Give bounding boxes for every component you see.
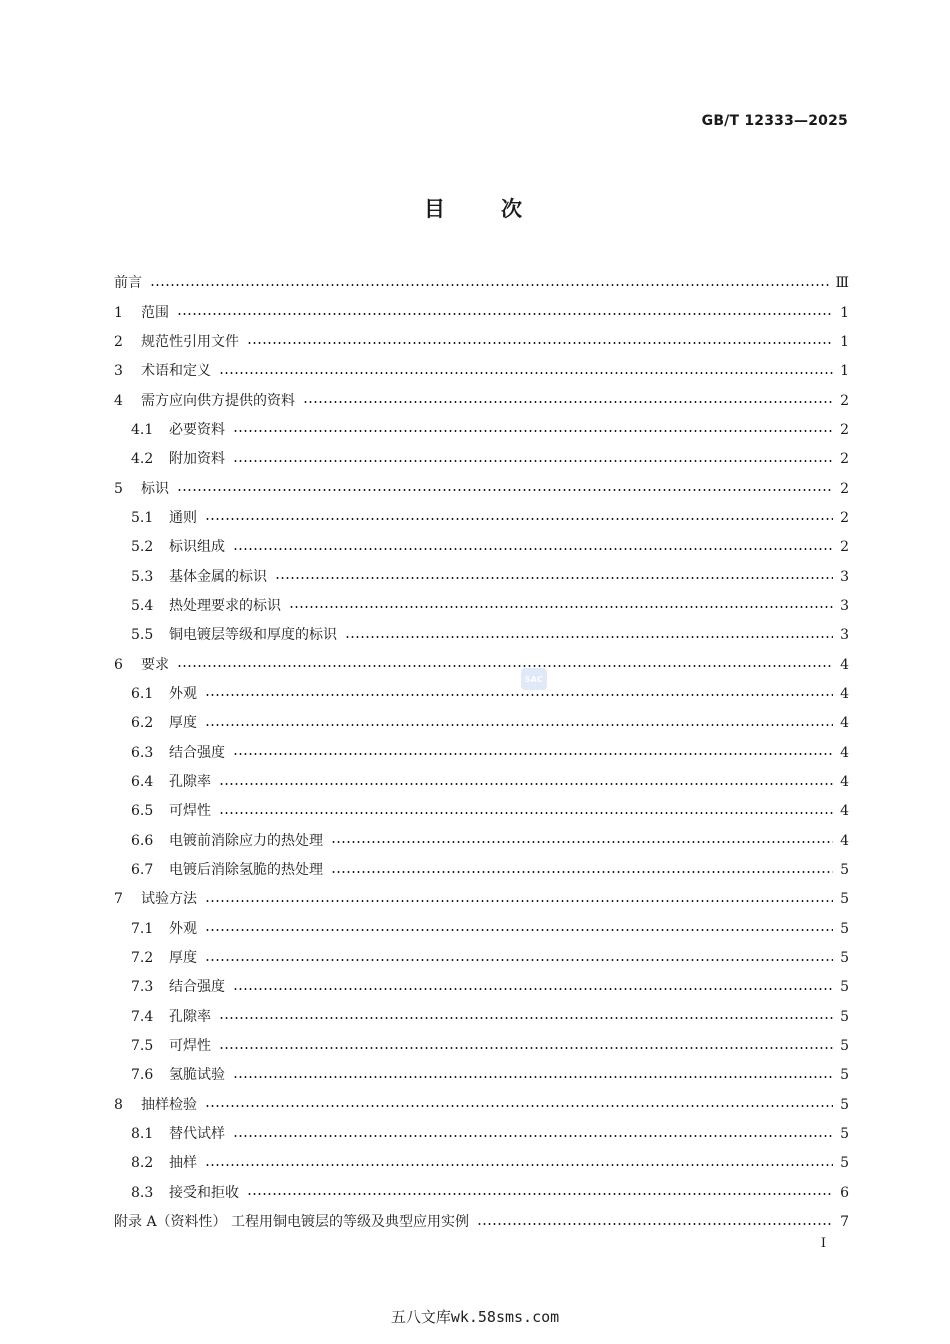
- toc-dot-leader: [219, 783, 833, 785]
- toc-entry-title: 规范性引用文件: [141, 333, 239, 350]
- toc-dot-leader: [205, 1105, 833, 1107]
- toc-entry-page: 2: [840, 451, 849, 468]
- toc-entry[interactable]: [114, 533, 849, 562]
- toc-entry-number: 5: [114, 480, 123, 497]
- toc-entry[interactable]: [114, 621, 849, 650]
- toc-dot-leader: [303, 401, 833, 403]
- toc-entry[interactable]: [114, 1061, 849, 1090]
- toc-entry-page: 5: [840, 1067, 849, 1084]
- toc-dot-leader: [177, 665, 833, 667]
- toc-entry-title: 厚度: [169, 715, 197, 732]
- toc-dot-leader: [247, 1193, 833, 1195]
- toc-entry-title: 结合强度: [169, 979, 225, 996]
- toc-entry-page: 4: [840, 774, 849, 791]
- toc-entry-title: 替代试样: [169, 1126, 225, 1143]
- toc-entry-number: 7.2: [131, 950, 154, 967]
- toc-entry-page: 2: [840, 392, 849, 409]
- toc-dot-leader: [205, 724, 833, 726]
- page-number: Ⅰ: [820, 1236, 826, 1251]
- toc-dot-leader: [247, 342, 833, 344]
- toc-entry-page: 5: [840, 891, 849, 908]
- toc-entry-page: 4: [840, 715, 849, 732]
- toc-entry-page: 5: [840, 1008, 849, 1025]
- toc-entry-title: 电镀前消除应力的热处理: [169, 832, 323, 849]
- toc-entry-number: 8: [114, 1096, 123, 1113]
- toc-entry-number: 2: [114, 333, 123, 350]
- sac-logo-watermark: SAC: [521, 668, 547, 690]
- toc-dot-leader: [331, 841, 833, 843]
- toc-entry[interactable]: [114, 680, 849, 709]
- toc-entry[interactable]: [114, 504, 849, 533]
- toc-entry-page: 4: [840, 656, 849, 673]
- toc-entry[interactable]: [114, 768, 849, 797]
- toc-entry-title: 外观: [169, 685, 197, 702]
- toc-entry-title: 必要资料: [169, 421, 225, 438]
- toc-entry-page: 2: [840, 509, 849, 526]
- toc-dot-leader: [233, 753, 833, 755]
- toc-entry-title: 可焊性: [169, 803, 211, 820]
- toc-entry-title: 需方应向供方提供的资料: [141, 392, 295, 409]
- toc-dot-leader: [289, 606, 833, 608]
- standard-number: GB/T 12333—2025: [701, 113, 848, 129]
- toc-entry-page: 3: [840, 597, 849, 614]
- toc-entry[interactable]: [114, 797, 849, 826]
- toc-entry-number: 4.1: [131, 421, 154, 438]
- toc-entry-number: 5.2: [131, 539, 154, 556]
- toc-entry-title: 标识: [141, 480, 169, 497]
- toc-entry[interactable]: [114, 1208, 849, 1237]
- table-of-contents: [114, 269, 849, 1237]
- toc-dot-leader: [177, 489, 833, 491]
- toc-entry-page: 4: [840, 803, 849, 820]
- toc-entry-number: 6: [114, 656, 123, 673]
- toc-entry-title: 术语和定义: [141, 363, 211, 380]
- toc-entry-number: 5.3: [131, 568, 154, 585]
- toc-entry-page: 4: [840, 744, 849, 761]
- toc-entry[interactable]: [114, 709, 849, 738]
- toc-entry-title: 试验方法: [141, 891, 197, 908]
- toc-dot-leader: [205, 900, 833, 902]
- toc-entry-title: 要求: [141, 656, 169, 673]
- toc-entry-number: 6.2: [131, 715, 154, 732]
- toc-entry-number: 4.2: [131, 451, 154, 468]
- toc-entry-title: 电镀后消除氢脆的热处理: [169, 862, 323, 879]
- toc-dot-leader: [233, 548, 833, 550]
- toc-dot-leader: [219, 372, 833, 374]
- toc-entry-number: 6.1: [131, 685, 154, 702]
- toc-entry-title: 可焊性: [169, 1038, 211, 1055]
- toc-entry-page: 5: [840, 979, 849, 996]
- toc-entry-page: 5: [840, 920, 849, 937]
- toc-entry-page: 7: [840, 1214, 849, 1231]
- toc-entry-page: 1: [840, 333, 849, 350]
- toc-entry[interactable]: [114, 328, 849, 357]
- toc-entry-page: 5: [840, 1126, 849, 1143]
- toc-dot-leader: [219, 1047, 833, 1049]
- toc-entry[interactable]: [114, 592, 849, 621]
- toc-entry-page: 2: [840, 539, 849, 556]
- toc-dot-leader: [233, 1076, 833, 1078]
- toc-entry-title: 抽样: [169, 1155, 197, 1172]
- toc-entry-title: 氢脆试验: [169, 1067, 225, 1084]
- toc-entry[interactable]: [114, 357, 849, 386]
- toc-entry[interactable]: [114, 739, 849, 768]
- toc-entry-title: 孔隙率: [169, 1008, 211, 1025]
- toc-entry-title: 附加资料: [169, 451, 225, 468]
- toc-entry-number: 1: [114, 304, 123, 321]
- toc-dot-leader: [205, 959, 833, 961]
- toc-entry-number: 8.2: [131, 1155, 154, 1172]
- toc-entry-number: 7.6: [131, 1067, 154, 1084]
- toc-entry-title: 基体金属的标识: [169, 568, 267, 585]
- toc-dot-leader: [205, 929, 833, 931]
- toc-entry-title: 厚度: [169, 950, 197, 967]
- toc-entry[interactable]: [114, 1091, 849, 1120]
- toc-entry[interactable]: [114, 445, 849, 474]
- toc-dot-leader: [233, 988, 833, 990]
- toc-dot-leader: [233, 430, 833, 432]
- toc-entry-page: Ⅲ: [835, 275, 849, 292]
- toc-entry-number: 5.5: [131, 627, 154, 644]
- footer-site-watermark: 五八文库wk.58sms.com: [390, 1308, 560, 1326]
- toc-entry-title: 孔隙率: [169, 774, 211, 791]
- page-title: [0, 193, 950, 223]
- toc-entry-title: 抽样检验: [141, 1096, 197, 1113]
- toc-dot-leader: [205, 1164, 833, 1166]
- toc-entry[interactable]: [114, 915, 849, 944]
- toc-entry-number: 5.4: [131, 597, 154, 614]
- toc-entry-number: 6.6: [131, 832, 154, 849]
- toc-entry-number: 7.3: [131, 979, 154, 996]
- toc-entry-number: 6.4: [131, 774, 154, 791]
- toc-entry-page: 1: [840, 304, 849, 321]
- toc-entry-page: 5: [840, 862, 849, 879]
- toc-entry-title: 标识组成: [169, 539, 225, 556]
- toc-entry-number: 7.1: [131, 920, 154, 937]
- toc-dot-leader: [345, 636, 833, 638]
- toc-entry[interactable]: [114, 973, 849, 1002]
- toc-entry-number: 6.7: [131, 862, 154, 879]
- toc-entry-page: 3: [840, 627, 849, 644]
- toc-dot-leader: [275, 577, 833, 579]
- toc-entry-number: 8.1: [131, 1126, 154, 1143]
- toc-entry-title: 通则: [169, 509, 197, 526]
- toc-entry-page: 5: [840, 1155, 849, 1172]
- toc-entry-title: 铜电镀层等级和厚度的标识: [169, 627, 337, 644]
- toc-dot-leader: [477, 1223, 833, 1225]
- toc-entry[interactable]: [114, 562, 849, 591]
- toc-entry-page: 6: [840, 1184, 849, 1201]
- toc-entry-number: 4: [114, 392, 123, 409]
- toc-entry[interactable]: [114, 474, 849, 503]
- toc-entry-page: 4: [840, 685, 849, 702]
- toc-dot-leader: [233, 1135, 833, 1137]
- toc-entry-page: 1: [840, 363, 849, 380]
- toc-entry-page: 5: [840, 1038, 849, 1055]
- toc-entry[interactable]: [114, 386, 849, 415]
- toc-entry[interactable]: [114, 650, 849, 679]
- title-part-2: 次: [501, 197, 526, 221]
- toc-entry[interactable]: [114, 856, 849, 885]
- toc-entry-title: 热处理要求的标识: [169, 597, 281, 614]
- toc-entry-title: 结合强度: [169, 744, 225, 761]
- toc-dot-leader: [219, 812, 833, 814]
- toc-entry[interactable]: [114, 1120, 849, 1149]
- toc-dot-leader: [205, 694, 833, 696]
- toc-entry-number: 6.5: [131, 803, 154, 820]
- toc-entry-title: 外观: [169, 920, 197, 937]
- toc-entry-title: 范围: [141, 304, 169, 321]
- toc-entry[interactable]: [114, 944, 849, 973]
- toc-entry[interactable]: [114, 827, 849, 856]
- toc-dot-leader: [205, 518, 833, 520]
- toc-entry-title: 接受和拒收: [169, 1184, 239, 1201]
- toc-entry-number: 7.5: [131, 1038, 154, 1055]
- toc-entry-number: 7: [114, 891, 123, 908]
- toc-entry[interactable]: [114, 269, 849, 298]
- toc-entry-number: 6.3: [131, 744, 154, 761]
- toc-entry-number: 7.4: [131, 1008, 154, 1025]
- toc-entry[interactable]: [114, 885, 849, 914]
- toc-entry-page: 2: [840, 480, 849, 497]
- toc-entry-page: 4: [840, 832, 849, 849]
- toc-entry-page: 2: [840, 421, 849, 438]
- toc-entry[interactable]: [114, 1179, 849, 1208]
- toc-entry[interactable]: [114, 1032, 849, 1061]
- toc-entry-number: 5.1: [131, 509, 154, 526]
- toc-entry-title: 前言: [114, 275, 142, 292]
- toc-entry-title: 附录 A（资料性） 工程用铜电镀层的等级及典型应用实例: [114, 1214, 470, 1231]
- toc-dot-leader: [331, 871, 833, 873]
- toc-entry[interactable]: [114, 1003, 849, 1032]
- toc-entry-number: 8.3: [131, 1184, 154, 1201]
- toc-dot-leader: [219, 1017, 833, 1019]
- toc-dot-leader: [233, 460, 833, 462]
- toc-dot-leader: [150, 284, 829, 286]
- toc-entry-page: 3: [840, 568, 849, 585]
- toc-entry[interactable]: [114, 416, 849, 445]
- title-part-1: 目: [424, 197, 449, 221]
- toc-entry-number: 3: [114, 363, 123, 380]
- toc-entry[interactable]: [114, 1149, 849, 1178]
- toc-entry-page: 5: [840, 950, 849, 967]
- toc-dot-leader: [177, 313, 833, 315]
- toc-entry[interactable]: [114, 298, 849, 327]
- toc-entry-page: 5: [840, 1096, 849, 1113]
